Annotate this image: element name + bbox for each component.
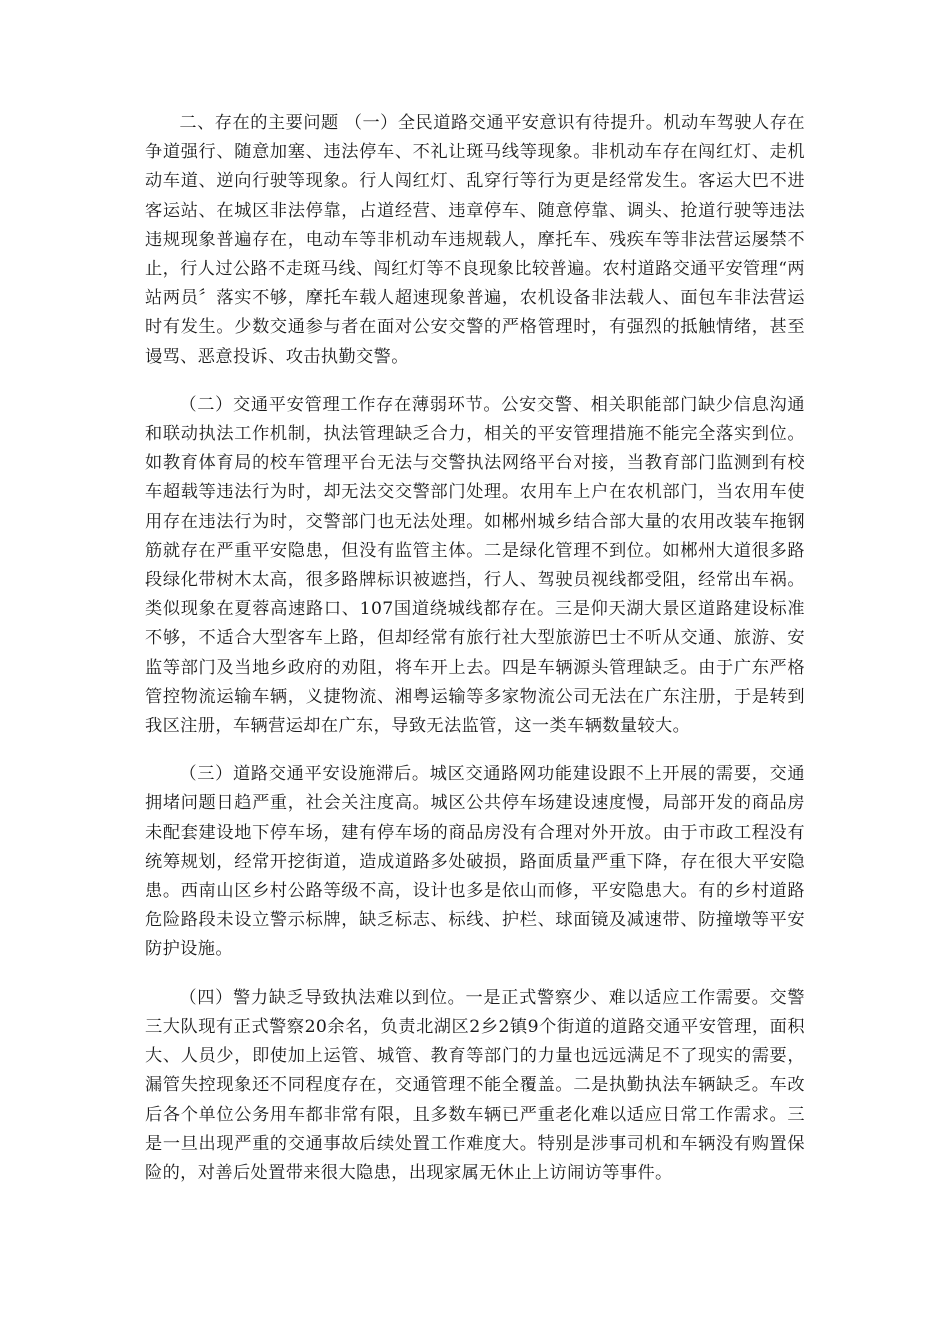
paragraph-main-problems-awareness: 二、存在的主要问题 （一）全民道路交通平安意识有待提升。机动车驾驶人存在争道强行、随意加塞、违法停车、不礼让斑马线等现象。非机动车存在闯红灯、走机动车道、逆向行驶等现象。行人闯红灯、乱穿行等行为更是经常发生。客运大巴不进客运站、在城区非法停靠，占道经营、违章停车、随意停靠、调头、抢道行驶等违法违规现象普遍存在，电动车等非机动车违规载人，摩托车、残疾车等非法营运屡禁不止，行人过公路不走斑马线、闯红灯等不良现象比较普遍。农村道路交通平安管理“两站两员〞落实不够，摩托车载人超速现象普遍，农机设备非法载人、面包车非法营运时有发生。少数交通参与者在面对公安交警的严格管理时，有强烈的抵触情绪，甚至谩骂、恶意投诉、攻击执勤交警。 [145, 113, 805, 367]
document-body [145, 109, 805, 1188]
paragraph-facilities-lagging: （三）道路交通平安设施滞后。城区交通路网功能建设跟不上开展的需要，交通拥堵问题日趋严重，社会关注度高。城区公共停车场建设速度慢，局部开发的商品房未配套建设地下停车场，建有停车场的商品房没有合理对外开放。由于市政工程没有统筹规划，经常开挖街道，造成道路多处破损，路面质量严重下降，存在很大平安隐患。西南山区乡村公路等级不高，设计也多是依山而修，平安隐患大。有的乡村道路危险路段未设立警示标牌，缺乏标志、标线、护栏、球面镜及减速带、防撞墩等平安防护设施。 [145, 764, 805, 960]
paragraph-police-shortage: （四）警力缺乏导致执法难以到位。一是正式警察少、难以适应工作需要。交警三大队现有正式警察20余名，负责北湖区2乡2镇9个街道的道路交通平安管理，面积大、人员少，即使加上运管、城管、教育等部门的力量也远远满足不了现实的需要，漏管失控现象还不同程度存在，交通管理不能全覆盖。二是执勤执法车辆缺乏。车改后各个单位公务用车都非常有限，且多数车辆已严重老化难以适应日常工作需求。三是一旦出现严重的交通事故后续处置工作难度大。特别是涉事司机和车辆没有购置保险的，对善后处置带来很大隐患，出现家属无休止上访闹访等事件。 [145, 987, 805, 1183]
paragraph-management-weakness: （二）交通平安管理工作存在薄弱环节。公安交警、相关职能部门缺少信息沟通和联动执法工作机制，执法管理缺乏合力，相关的平安管理措施不能完全落实到位。如教育体育局的校车管理平台无法与交警执法网络平台对接，当教育部门监测到有校车超载等违法行为时，却无法交交警部门处理。农用车上户在农机部门，当农用车使用存在违法行为时，交警部门也无法处理。如郴州城乡结合部大量的农用改装车拖钢筋就存在严重平安隐患，但没有监管主体。二是绿化管理不到位。如郴州大道很多路段绿化带树木太高，很多路牌标识被遮挡，行人、驾驶员视线都受阻，经常出车祸。类似现象在夏蓉高速路口、107国道绕城线都存在。三是仰天湖大景区道路建设标准不够，不适合大型客车上路，但却经常有旅行社大型旅游巴士不听从交通、旅游、安监等部门及当地乡政府的劝阻，将车开上去。四是车辆源头管理缺乏。由于广东严格管控物流运输车辆，义捷物流、湘粤运输等多家物流公司无法在广东注册，于是转到我区注册，车辆营运却在广东，导致无法监管，这一类车辆数量较大。 [145, 394, 805, 737]
